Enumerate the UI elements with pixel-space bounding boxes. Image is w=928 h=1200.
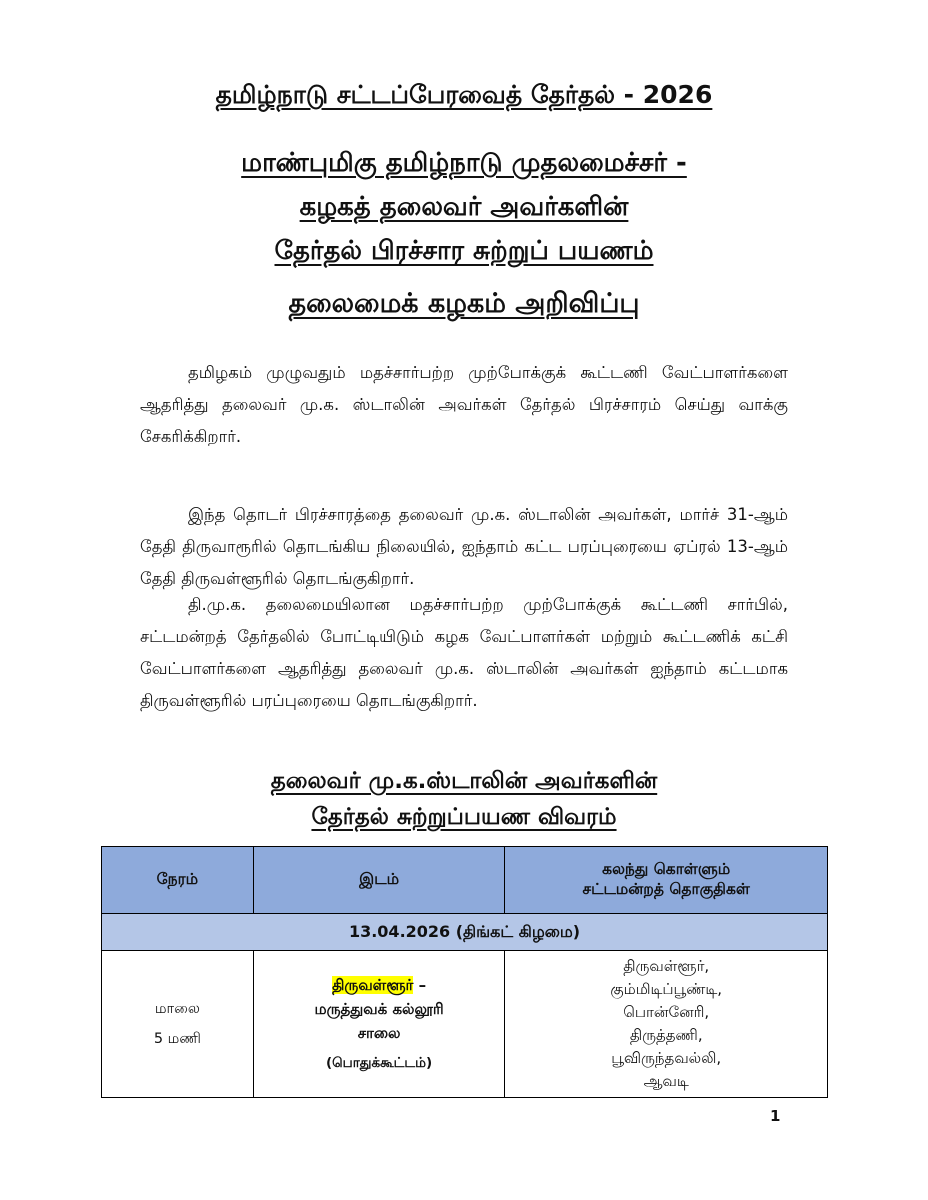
schedule-title-line-1: தலைவர் மு.க.ஸ்டாலின் அவர்களின்: [270, 768, 658, 794]
meeting-type: (பொதுக்கூட்டம்): [326, 1055, 433, 1071]
place-line-3: சாலை: [357, 1024, 401, 1042]
constituency-item: பூவிருந்தவல்லி,: [611, 1049, 722, 1067]
hq-notice-heading: தலைமைக் கழகம் அறிவிப்பு: [288, 288, 640, 319]
cm-title-line-2: கழகத் தலைவர் அவர்களின்: [299, 192, 629, 222]
place-line-2: மருத்துவக் கல்லூரி: [314, 1000, 444, 1018]
date-row: [102, 914, 828, 951]
election-title: தமிழ்நாடு சட்டப்பேரவைத் தேர்தல் - 2026: [215, 80, 713, 109]
cm-title-line-1: மாண்புமிகு தமிழ்நாடு முதலமைச்சர் -: [241, 148, 687, 178]
header-constituencies-line-2: சட்டமன்றத் தொகுதிகள்: [582, 880, 750, 898]
place-dash: –: [413, 976, 427, 994]
event-time-line-1: மாலை: [154, 1001, 200, 1017]
cm-title-line-3: தேர்தல் பிரச்சார சுற்றுப் பயணம்: [274, 236, 654, 266]
schedule-table: [101, 846, 828, 1098]
event-time: [102, 951, 254, 1098]
header-place: இடம்: [253, 847, 505, 914]
constituency-item: திருத்தணி,: [629, 1026, 703, 1044]
table-row: [102, 951, 828, 1098]
header-constituencies: [505, 847, 828, 914]
constituency-item: ஆவடி: [643, 1072, 689, 1090]
place-highlight: திருவள்ளூர்: [332, 976, 414, 994]
constituency-item: திருவள்ளூர்,: [623, 957, 710, 975]
header-constituencies-line-1: கலந்து கொள்ளும்: [602, 860, 731, 878]
paragraph-3: தி.மு.க. தலைமையிலான மதச்சார்பற்ற முற்போக்குக் கூட்டணி சார்பில், சட்டமன்றத் தேர்தலில் போட்டியிடும் கழக வேட்பாளர்கள் மற்றும் கூட்டணிக் கட்சி வேட்பாளர்களை ஆதரித்து தலைவர் மு.க. ஸ்டாலின் அவர்கள் ஐந்தாம் கட்டமாக திருவள்ளூரில் பரப்புரையை தொடங்குகிறார்.: [140, 594, 788, 710]
constituency-item: பொன்னேரி,: [623, 1003, 710, 1021]
paragraph-1: தமிழகம் முழுவதும் மதச்சார்பற்ற முற்போக்குக் கூட்டணி வேட்பாளர்களை ஆதரித்து தலைவர் மு.க. ஸ்டாலின் அவர்கள் தேர்தல் பிரச்சாரம் செய்து வாக்கு சேகரிக்கிறார்.: [140, 362, 788, 446]
event-place: [253, 951, 505, 1098]
header-time: நேரம்: [102, 847, 254, 914]
paragraph-2: இந்த தொடர் பிரச்சாரத்தை தலைவர் மு.க. ஸ்டாலின் அவர்கள், மார்ச் 31-ஆம் தேதி திருவாரூரில் தொடங்கிய நிலையில், ஐந்தாம் கட்ட பரப்புரையை ஏப்ரல் 13-ஆம் தேதி திருவள்ளூரில் தொடங்குகிறார்.: [140, 504, 788, 588]
table-header-row: [102, 847, 828, 914]
constituency-item: கும்மிடிப்பூண்டி,: [610, 980, 723, 998]
schedule-title-line-2: தேர்தல் சுற்றுப்பயண விவரம்: [311, 804, 617, 830]
event-constituencies: [505, 951, 828, 1098]
page-number: 1: [770, 1107, 781, 1125]
event-time-line-2: 5 மணி: [153, 1031, 201, 1047]
event-date: 13.04.2026 (திங்கட் கிழமை): [102, 914, 828, 951]
